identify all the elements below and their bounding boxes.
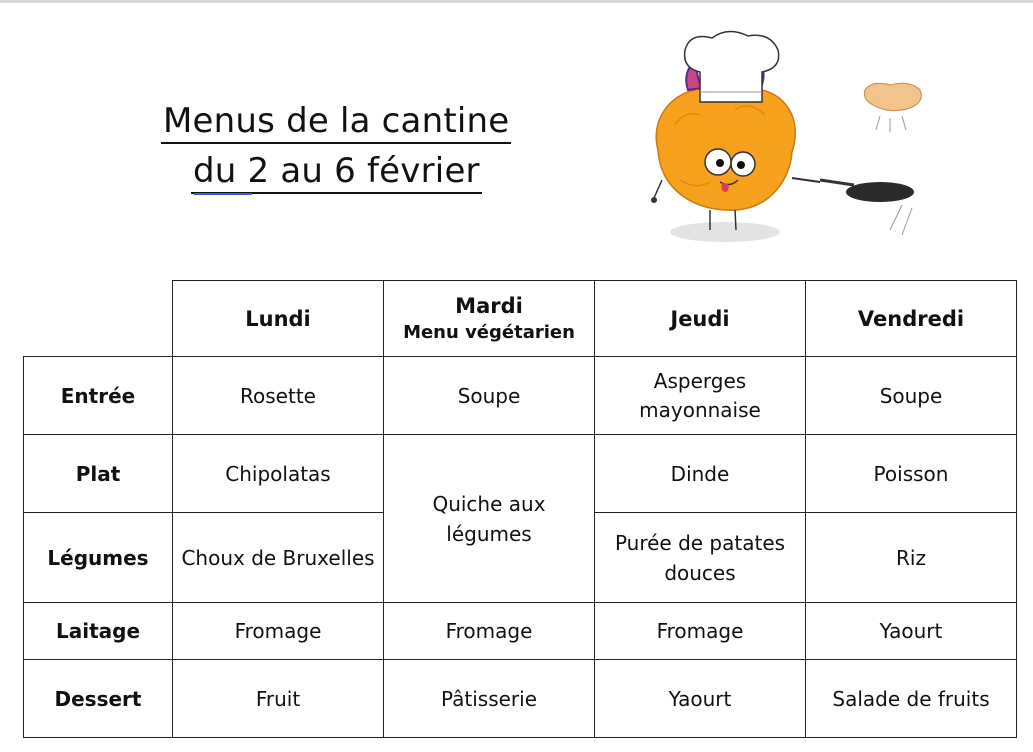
cell-laitage-jeudi: Fromage [595, 603, 806, 660]
cell-dessert-jeudi: Yaourt [595, 660, 806, 738]
cell-plat-lundi: Chipolatas [173, 435, 384, 513]
title-line-1: Menus de la cantine [161, 100, 511, 144]
table-row [24, 660, 1017, 738]
cell-laitage-mardi: Fromage [384, 603, 595, 660]
row-label-dessert: Dessert [24, 660, 173, 738]
spellcheck-underline [194, 193, 252, 195]
cell-legumes-lundi: Choux de Bruxelles [173, 513, 384, 603]
chef-monster-flipping-crepe-icon [640, 30, 940, 250]
table-row [24, 435, 1017, 513]
cell-entree-jeudi: Asperges mayonnaise [595, 357, 806, 435]
day-header-jeudi: Jeudi [595, 281, 806, 357]
cell-dessert-vendredi: Salade de fruits [806, 660, 1017, 738]
cell-entree-lundi: Rosette [173, 357, 384, 435]
row-label-plat: Plat [24, 435, 173, 513]
top-rule [0, 0, 1033, 3]
cell-plat-legumes-mardi: Quiche aux légumes [384, 435, 595, 603]
cell-legumes-jeudi: Purée de patates douces [595, 513, 806, 603]
cell-laitage-vendredi: Yaourt [806, 603, 1017, 660]
header-row [24, 281, 1017, 357]
table-row [24, 603, 1017, 660]
cell-plat-vendredi: Poisson [806, 435, 1017, 513]
day-note-mardi: Menu végétarien [403, 321, 575, 343]
cell-entree-vendredi: Soupe [806, 357, 1017, 435]
table-row [24, 357, 1017, 435]
cell-entree-mardi: Soupe [384, 357, 595, 435]
cell-plat-jeudi: Dinde [595, 435, 806, 513]
row-label-legumes: Légumes [24, 513, 173, 603]
row-label-entree: Entrée [24, 357, 173, 435]
cell-dessert-mardi: Pâtisserie [384, 660, 595, 738]
day-header-vendredi: Vendredi [806, 281, 1017, 357]
cell-legumes-vendredi: Riz [806, 513, 1017, 603]
day-header-lundi: Lundi [173, 281, 384, 357]
row-label-laitage: Laitage [24, 603, 173, 660]
corner-cell [24, 281, 173, 357]
menu-table [23, 280, 1017, 738]
day-header-mardi: Mardi Menu végétarien [384, 281, 595, 357]
title-line-2: du 2 au 6 février [191, 150, 482, 194]
cell-dessert-lundi: Fruit [173, 660, 384, 738]
cell-laitage-lundi: Fromage [173, 603, 384, 660]
